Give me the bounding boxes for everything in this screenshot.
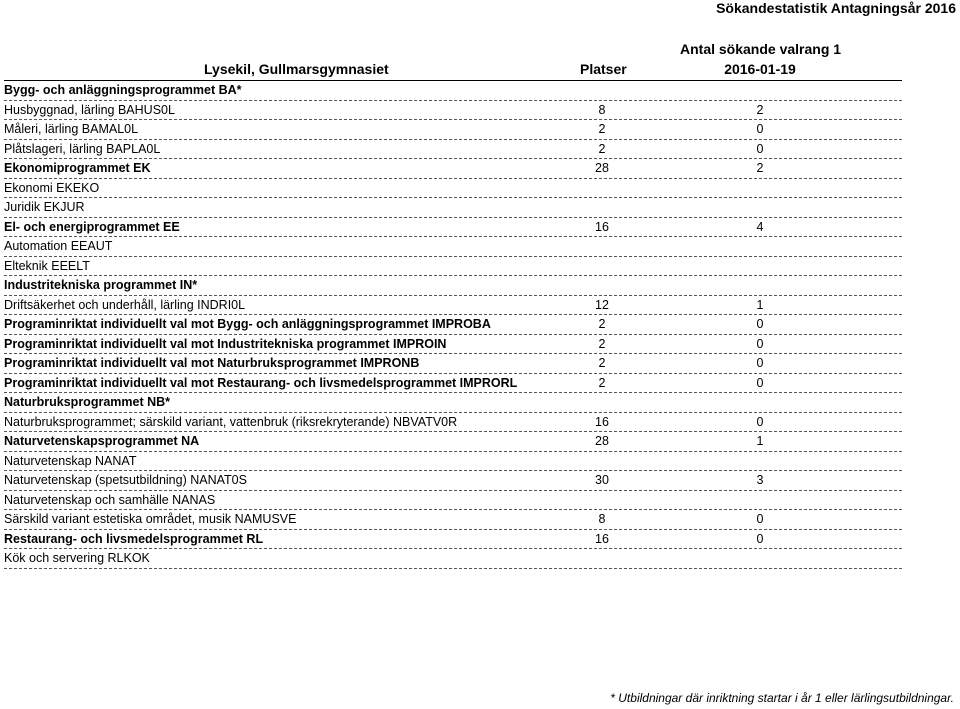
platser-value: 28 — [595, 161, 609, 175]
program-name: El- och energiprogrammet EE — [4, 219, 180, 234]
platser-value: 2 — [598, 141, 606, 156]
table-row — [4, 432, 902, 452]
program-name: Kök och servering RLKOK — [4, 551, 150, 565]
sokande-value: 4 — [756, 219, 764, 234]
sokande-value: 0 — [756, 531, 764, 546]
table-row — [4, 335, 902, 355]
table-row — [4, 549, 902, 569]
table-row — [4, 237, 902, 257]
table-row — [4, 276, 902, 296]
sokande-value: 0 — [756, 356, 764, 370]
program-name: Ekonomi EKEKO — [4, 180, 100, 195]
program-name: Programinriktat individuellt val mot Naturbruksprogrammet IMPRONB — [4, 356, 420, 370]
program-name: Elteknik EEELT — [4, 258, 90, 273]
sokande-value: 0 — [756, 336, 764, 351]
table-row — [4, 413, 902, 433]
table-row — [4, 81, 902, 101]
program-name: Naturvetenskapsprogrammet NA — [4, 434, 200, 448]
platser-value: 2 — [598, 356, 606, 370]
program-name: Driftsäkerhet och underhåll, lärling INDRI0L — [4, 297, 246, 312]
sokande-label: Antal sökande valrang 1 — [680, 41, 842, 57]
platser-value: 12 — [595, 297, 609, 312]
program-name: Naturvetenskap och samhälle NANAS — [4, 492, 216, 507]
program-name: Naturvetenskap NANAT — [4, 453, 137, 468]
program-name: Automation EEAUT — [4, 239, 113, 253]
sokande-value: 0 — [756, 414, 764, 429]
table-row — [4, 140, 902, 160]
table-row — [4, 491, 902, 511]
school-name: Lysekil, Gullmarsgymnasiet — [204, 61, 389, 77]
program-name: Juridik EKJUR — [4, 200, 85, 214]
table-row — [4, 218, 902, 238]
sokande-value: 0 — [756, 122, 764, 136]
program-name: Plåtslageri, lärling BAPLA0L — [4, 141, 161, 156]
sokande-value: 0 — [756, 317, 764, 331]
table-row — [4, 393, 902, 413]
program-name: Naturvetenskap (spetsutbildning) NANAT0S — [4, 473, 247, 487]
table-row — [4, 452, 902, 472]
platser-value: 8 — [598, 512, 606, 526]
platser-value: 28 — [595, 434, 609, 448]
program-name: Naturbruksprogrammet; särskild variant, vattenbruk (riksrekryterande) NBVATV0R — [4, 414, 458, 429]
table-row — [4, 179, 902, 199]
program-name: Särskild variant estetiska området, musik NAMUSVE — [4, 512, 297, 526]
platser-value: 2 — [598, 336, 606, 351]
program-name: Måleri, lärling BAMAL0L — [4, 122, 139, 136]
platser-value: 2 — [598, 122, 606, 136]
program-name: Programinriktat individuellt val mot Industritekniska programmet IMPROIN — [4, 336, 447, 351]
platser-value: 2 — [598, 317, 606, 331]
sokande-value: 0 — [756, 141, 764, 156]
table-row — [4, 159, 902, 179]
sokande-value: 2 — [756, 102, 764, 117]
sokande-value: 1 — [756, 434, 764, 448]
page-title: Sökandestatistik Antagningsår 2016 — [716, 0, 956, 16]
platser-value: 16 — [595, 531, 609, 546]
table-row — [4, 198, 902, 218]
table-row — [4, 510, 902, 530]
table-row — [4, 315, 902, 335]
table-row — [4, 120, 902, 140]
sokande-value: 0 — [756, 375, 764, 390]
sokande-value: 1 — [756, 297, 764, 312]
program-name: Restaurang- och livsmedelsprogrammet RL — [4, 531, 264, 546]
table-row — [4, 354, 902, 374]
statistics-date: 2016-01-19 — [724, 61, 796, 77]
platser-value: 30 — [595, 473, 609, 487]
platser-column-header: Platser — [580, 61, 627, 77]
program-name: Programinriktat individuellt val mot Restaurang- och livsmedelsprogrammet IMPRORL — [4, 375, 518, 390]
program-name: Husbyggnad, lärling BAHUS0L — [4, 102, 175, 117]
sokande-column-header — [680, 39, 840, 79]
sokande-value: 2 — [756, 161, 764, 175]
sokande-value: 3 — [756, 473, 764, 487]
sokande-value: 0 — [756, 512, 764, 526]
footnote: * Utbildningar där inriktning startar i år 1 eller lärlingsutbildningar. — [610, 691, 954, 705]
table-row — [4, 374, 902, 394]
table-row — [4, 257, 902, 277]
platser-value: 2 — [598, 375, 606, 390]
table-row — [4, 530, 902, 550]
program-name: Ekonomiprogrammet EK — [4, 161, 151, 175]
platser-value: 16 — [595, 414, 609, 429]
platser-value: 16 — [595, 219, 609, 234]
table-row — [4, 101, 902, 121]
table-row — [4, 296, 902, 316]
program-name: Naturbruksprogrammet NB* — [4, 395, 171, 409]
platser-value: 8 — [598, 102, 606, 117]
program-name: Bygg- och anläggningsprogrammet BA* — [4, 83, 242, 97]
program-table — [4, 81, 902, 569]
program-name: Industritekniska programmet IN* — [4, 278, 198, 292]
table-row — [4, 471, 902, 491]
program-name: Programinriktat individuellt val mot Bygg- och anläggningsprogrammet IMPROBA — [4, 317, 491, 331]
